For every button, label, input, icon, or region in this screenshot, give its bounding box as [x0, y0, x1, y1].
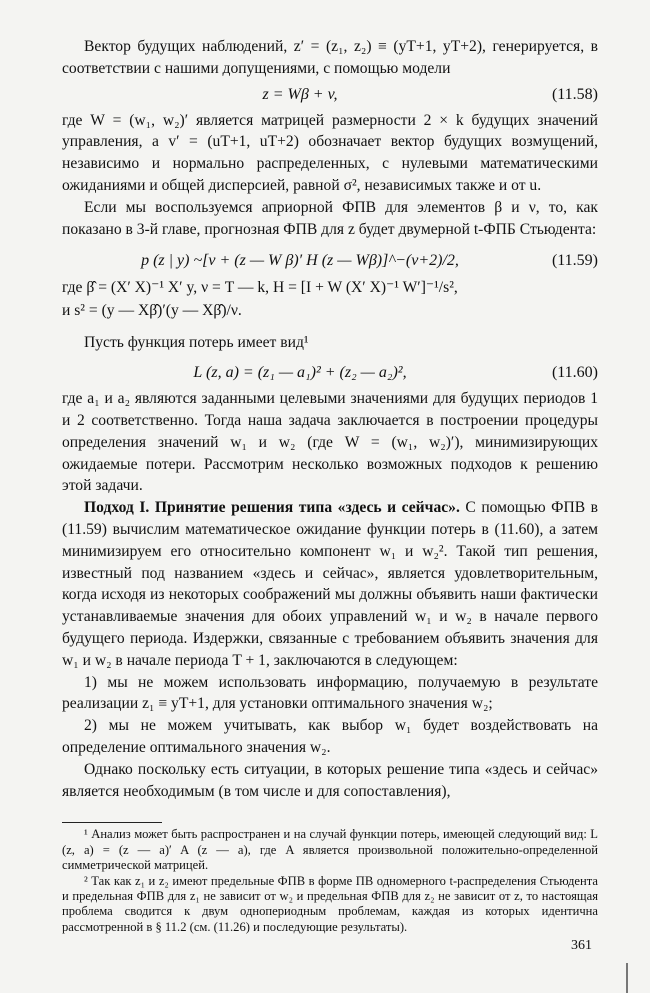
paragraph — [62, 497, 598, 671]
equation-11-58 — [62, 80, 598, 110]
list-item: 2) мы не можем учитывать, как выбор w₁ будет воздействовать на определение оптимального значения w₂. — [62, 717, 598, 756]
paragraph: где W = (w₁, w₂)′ является матрицей размерности 2 × k будущих значений управления, а v′ = (uT+1, uT+2) обозначает вектор будущих возмущений, независимо и нормально распределенных, с нулевыми математическими ожиданиями и общей дисперсией, равной σ², независимых также и от u. — [62, 111, 598, 194]
footnote-rule — [62, 822, 162, 823]
equation-body: L (z, a) = (z₁ — a₁)² + (z₂ — a₂)², — [193, 364, 407, 382]
paragraph: где a₁ и a₂ являются заданными целевыми значениями для будущих периодов 1 и 2 соответственно. Тогда наша задача заключается в построении процедуры определения значений w₁ и w₂ (где W = (w₁, w₂)′), минимизирующих ожидаемые потери. Рассмотрим несколько возможных подходов к решению этой задачи. — [62, 390, 598, 495]
page-body — [62, 36, 598, 935]
equation-body: p (z | y) ~[ν + (z — W β)′ H (z — Wβ)]^−(ν+2)/2, — [141, 252, 459, 270]
scan-edge-mark — [626, 963, 628, 993]
footnote: ² Так как z₁ и z₂ имеют предельные ФПВ в форме ПВ одномерного t-распределения Стьюдента и предельная ФПВ для z₁ не зависит от w₂ и предельная ФПВ для z₂ не зависит от z, то настоящая проблема сводится к двум однопериодным проблемам, каждая из которых идентична рассмотренной в § 11.2 (см. (11.26) и последующие результаты). — [62, 873, 598, 934]
approach-heading: Подход I. Принятие решения типа «здесь и сейчас». — [84, 499, 460, 517]
paragraph: Однако поскольку есть ситуации, в которых решение типа «здесь и сейчас» является необходимым (в том числе и для сопоставления), — [62, 760, 598, 800]
paragraph: Если мы воспользуемся априорной ФПВ для элементов β и ν, то, как показано в 3-й главе, прогнозная ФПВ для z будет двумерной t-ФПБ Стьюдента: — [62, 198, 598, 238]
paragraph: Вектор будущих наблюдений, z′ = (z₁, z₂) ≡ (yT+1, yT+2), генерируется, в соответствии с нашими допущениями, с помощью модели — [62, 38, 598, 77]
equation-body: z = Wβ + v, — [262, 85, 338, 103]
equation-11-60 — [62, 358, 598, 388]
list-item: 1) мы не можем использовать информацию, получаемую в результате реализации z₁ ≡ yT+1, для установки оптимального значения w₂; — [62, 673, 598, 713]
equation-11-59 — [62, 246, 598, 276]
footnote: ¹ Анализ может быть распространен и на случай функции потерь, имеющей следующий вид: L (z, a) = (z — a)′ A (z — a), где A является произвольной положительно-определенной симметрической матрицей. — [62, 827, 598, 873]
paragraph: Пусть функция потерь имеет вид¹ — [84, 334, 309, 352]
definitions-line: и s² = (y — Xβ̂)′(y — Xβ̂)/ν. — [62, 302, 242, 320]
page-number: 361 — [571, 938, 592, 953]
equation-number: (11.58) — [551, 85, 598, 103]
definitions-line: где β̂ = (X′ X)⁻¹ X′ y, ν = T — k, H = [I + W (X′ X)⁻¹ W′]⁻¹/s², — [62, 279, 458, 297]
equation-number: (11.60) — [551, 364, 598, 382]
paragraph-text: С помощью ФПВ в (11.59) вычислим математическое ожидание функции потерь в (11.60), а затем минимизируем его относительно компонент w₁ и w₂². Такой тип решения, известный под названием «здесь и сейчас», является удовлетворительным, когда исходя из некоторых соображений мы должны объявить наши фактически устанавливаемые значения для обоих управлений w₁ и w₂ в начале первого будущего периода. Издержки, связанные с требованием объявить значения для w₁ и w₂ в начале периода T + 1, заключаются в следующем: — [62, 499, 598, 669]
equation-number: (11.59) — [551, 252, 598, 270]
